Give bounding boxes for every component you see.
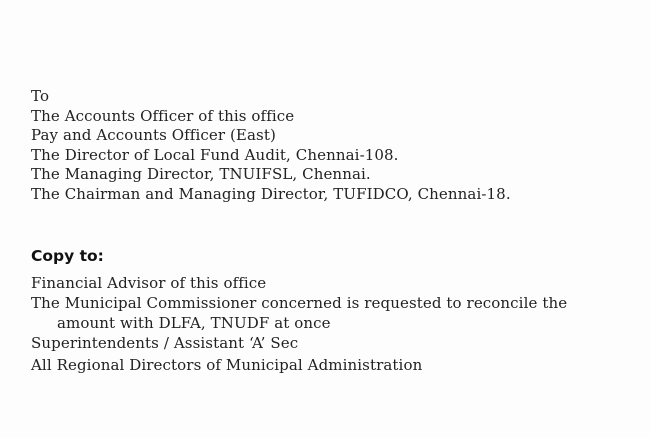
copy-recipient-line: The Municipal Commissioner concerned is requested to reconcile the [31, 294, 568, 312]
recipient-line: The Accounts Officer of this office [31, 106, 295, 125]
copy-to-section [31, 273, 631, 375]
recipient-line: The Chairman and Managing Director, TUFIDCO, Chennai-18. [31, 184, 511, 203]
copy-recipient-line: Financial Advisor of this office [31, 274, 267, 292]
copy-to-heading: Copy to: [31, 247, 104, 265]
copy-recipient-line: Superintendents / Assistant ‘A’ Sec [31, 334, 299, 352]
recipient-line: Pay and Accounts Officer (East) [31, 126, 276, 144]
recipient-line: The Managing Director, TNUIFSL, Chennai. [31, 165, 371, 183]
recipient-line: The Director of Local Fund Audit, Chennai-108. [31, 145, 399, 164]
to-label: To [31, 87, 50, 105]
to-section [31, 87, 631, 204]
copy-recipient-line: All Regional Directors of Municipal Administration [31, 356, 423, 374]
copy-recipient-continuation: amount with DLFA, TNUDF at once [57, 314, 331, 332]
copy-to-section-heading [31, 246, 631, 266]
